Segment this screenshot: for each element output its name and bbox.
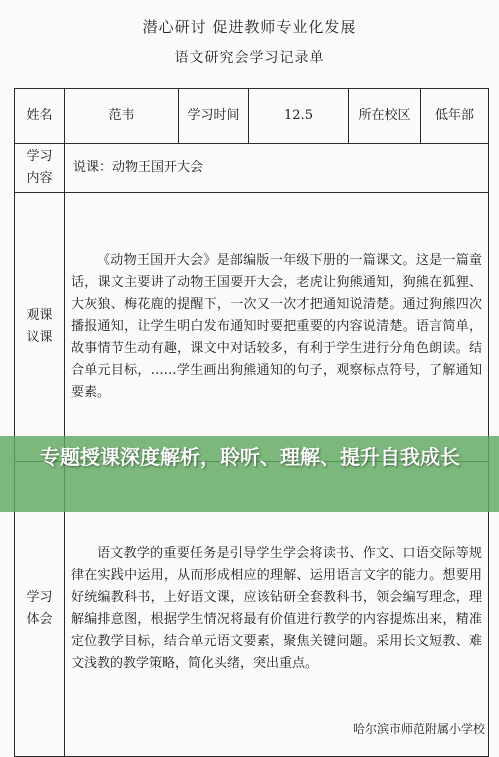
reflect-label-line2: 体会 xyxy=(26,612,53,627)
banner-headline: 专题授课深度解析，聆听、理解、提升自我成长 xyxy=(40,445,460,469)
campus-value: 低年部 xyxy=(421,89,489,144)
name-label: 姓名 xyxy=(15,89,65,144)
form-title: 语文研究会学习记录单 xyxy=(174,50,325,66)
content-row xyxy=(15,144,489,193)
time-label: 学习时间 xyxy=(179,89,249,144)
name-value: 范韦 xyxy=(65,89,179,144)
info-row xyxy=(15,89,489,144)
observe-text: 《动物王国开大会》是部编版一年级下册的一篇课文。这是一篇童话，课文主要讲了动物王国要开大会，老虎让狗熊通知，狗熊在狐狸、大灰狼、梅花鹿的提醒下，一次又一次才把通知说清楚。通过狗熊四次播报通知，让学生明白发布通知时要把重要的内容说清楚。语言简单，故事情节生动有趣，课文中对话较多，有利于学生进行分角色朗读。结合单元目标，……学生画出狗熊通知的句子，观察标点符号，了解通知要素。 xyxy=(65,193,489,462)
content-label-line1: 学习 xyxy=(26,149,53,164)
content-label xyxy=(15,144,65,193)
time-value: 12.5 xyxy=(249,89,349,144)
header-slogan: 潜心研讨 促进教师专业化发展 xyxy=(142,18,357,36)
observe-label xyxy=(15,193,65,462)
campus-label: 所在校区 xyxy=(349,89,421,144)
content-label-line2: 内容 xyxy=(26,171,53,186)
record-table xyxy=(14,88,489,757)
observe-row xyxy=(15,193,489,462)
reflect-text: 语文教学的重要任务是引导学生学会将读书、作文、口语交际等规律在实践中运用，从而形成相应的理解、运用语言文字的能力。想要用好统编教科书，上好语文课，应该钻研全套教科书，领会编写理念，理解编排意图，根据学生情况将最有价值进行教学的内容提炼出来，精准定位教学目标，结合单元语文要素，聚焦关键问题。采用长文短教、难文浅教的教学策略，简化头绪，突出重点。 xyxy=(65,462,489,757)
footer-school: 哈尔滨市师范附属小学校 xyxy=(352,722,485,736)
observe-label-line2: 议课 xyxy=(26,330,53,345)
content-value: 说课：动物王国开大会 xyxy=(65,144,489,193)
reflect-label-line1: 学习 xyxy=(26,590,53,605)
observe-label-line1: 观课 xyxy=(26,308,53,323)
